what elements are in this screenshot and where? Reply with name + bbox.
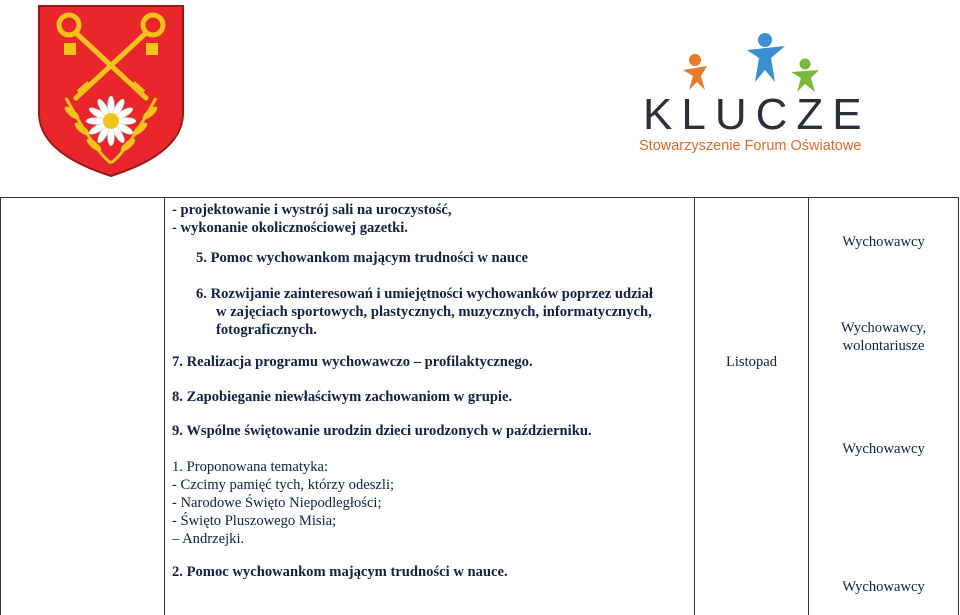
responsible-cell: Wychowawcy: [842, 441, 925, 457]
logo-subtitle: Stowarzyszenie Forum Oświatowe: [639, 138, 862, 154]
table-border: [958, 197, 959, 615]
table-column-divider: [808, 197, 809, 615]
activity-line: - wykonanie okolicznościowej gazetki.: [172, 220, 408, 236]
activity-line: 8. Zapobieganie niewłaściwym zachowaniom w grupie.: [172, 389, 513, 405]
activity-line: - Czcimy pamięć tych, którzy odeszli;: [172, 477, 395, 493]
activity-line: 7. Realizacja programu wychowawczo – profilaktycznego.: [172, 354, 533, 370]
figures-icon: [675, 32, 825, 94]
table-column-divider: [694, 197, 695, 615]
coat-of-arms: [36, 3, 186, 179]
activity-line: w zajęciach sportowych, plastycznych, muzycznych, informatycznych,: [216, 304, 652, 320]
activity-line: - Święto Pluszowego Misia;: [172, 513, 337, 529]
responsible-cell: Wychowawcy,: [840, 320, 927, 336]
logo-wordmark: KLUCZE: [643, 90, 871, 139]
activity-line: fotograficznych.: [216, 322, 317, 338]
activity-line: - projektowanie i wystrój sali na uroczystość,: [172, 202, 452, 218]
activity-line: 1. Proponowana tematyka:: [172, 459, 329, 475]
plan-table: [0, 197, 959, 615]
table-top-border: [0, 197, 959, 198]
activity-line: - Narodowe Święto Niepodległości;: [172, 495, 382, 511]
table-column-divider: [164, 197, 165, 615]
klucze-logo: [635, 32, 875, 162]
responsible-cell: Wychowawcy: [842, 579, 925, 595]
activity-line: 2. Pomoc wychowankom mającym trudności w nauce.: [172, 564, 508, 580]
activity-line: 6. Rozwijanie zainteresowań i umiejętności wychowanków poprzez udział: [196, 286, 653, 302]
activity-line: – Andrzejki.: [172, 531, 245, 547]
responsible-cell: wolontariusze: [842, 338, 925, 354]
activity-line: 5. Pomoc wychowankom mającym trudności w nauce: [196, 250, 528, 266]
activity-line: 9. Wspólne świętowanie urodzin dzieci urodzonych w październiku.: [172, 423, 592, 439]
responsible-cell: Wychowawcy: [842, 234, 925, 250]
table-border: [0, 197, 1, 615]
month-cell: Listopad: [725, 354, 778, 370]
